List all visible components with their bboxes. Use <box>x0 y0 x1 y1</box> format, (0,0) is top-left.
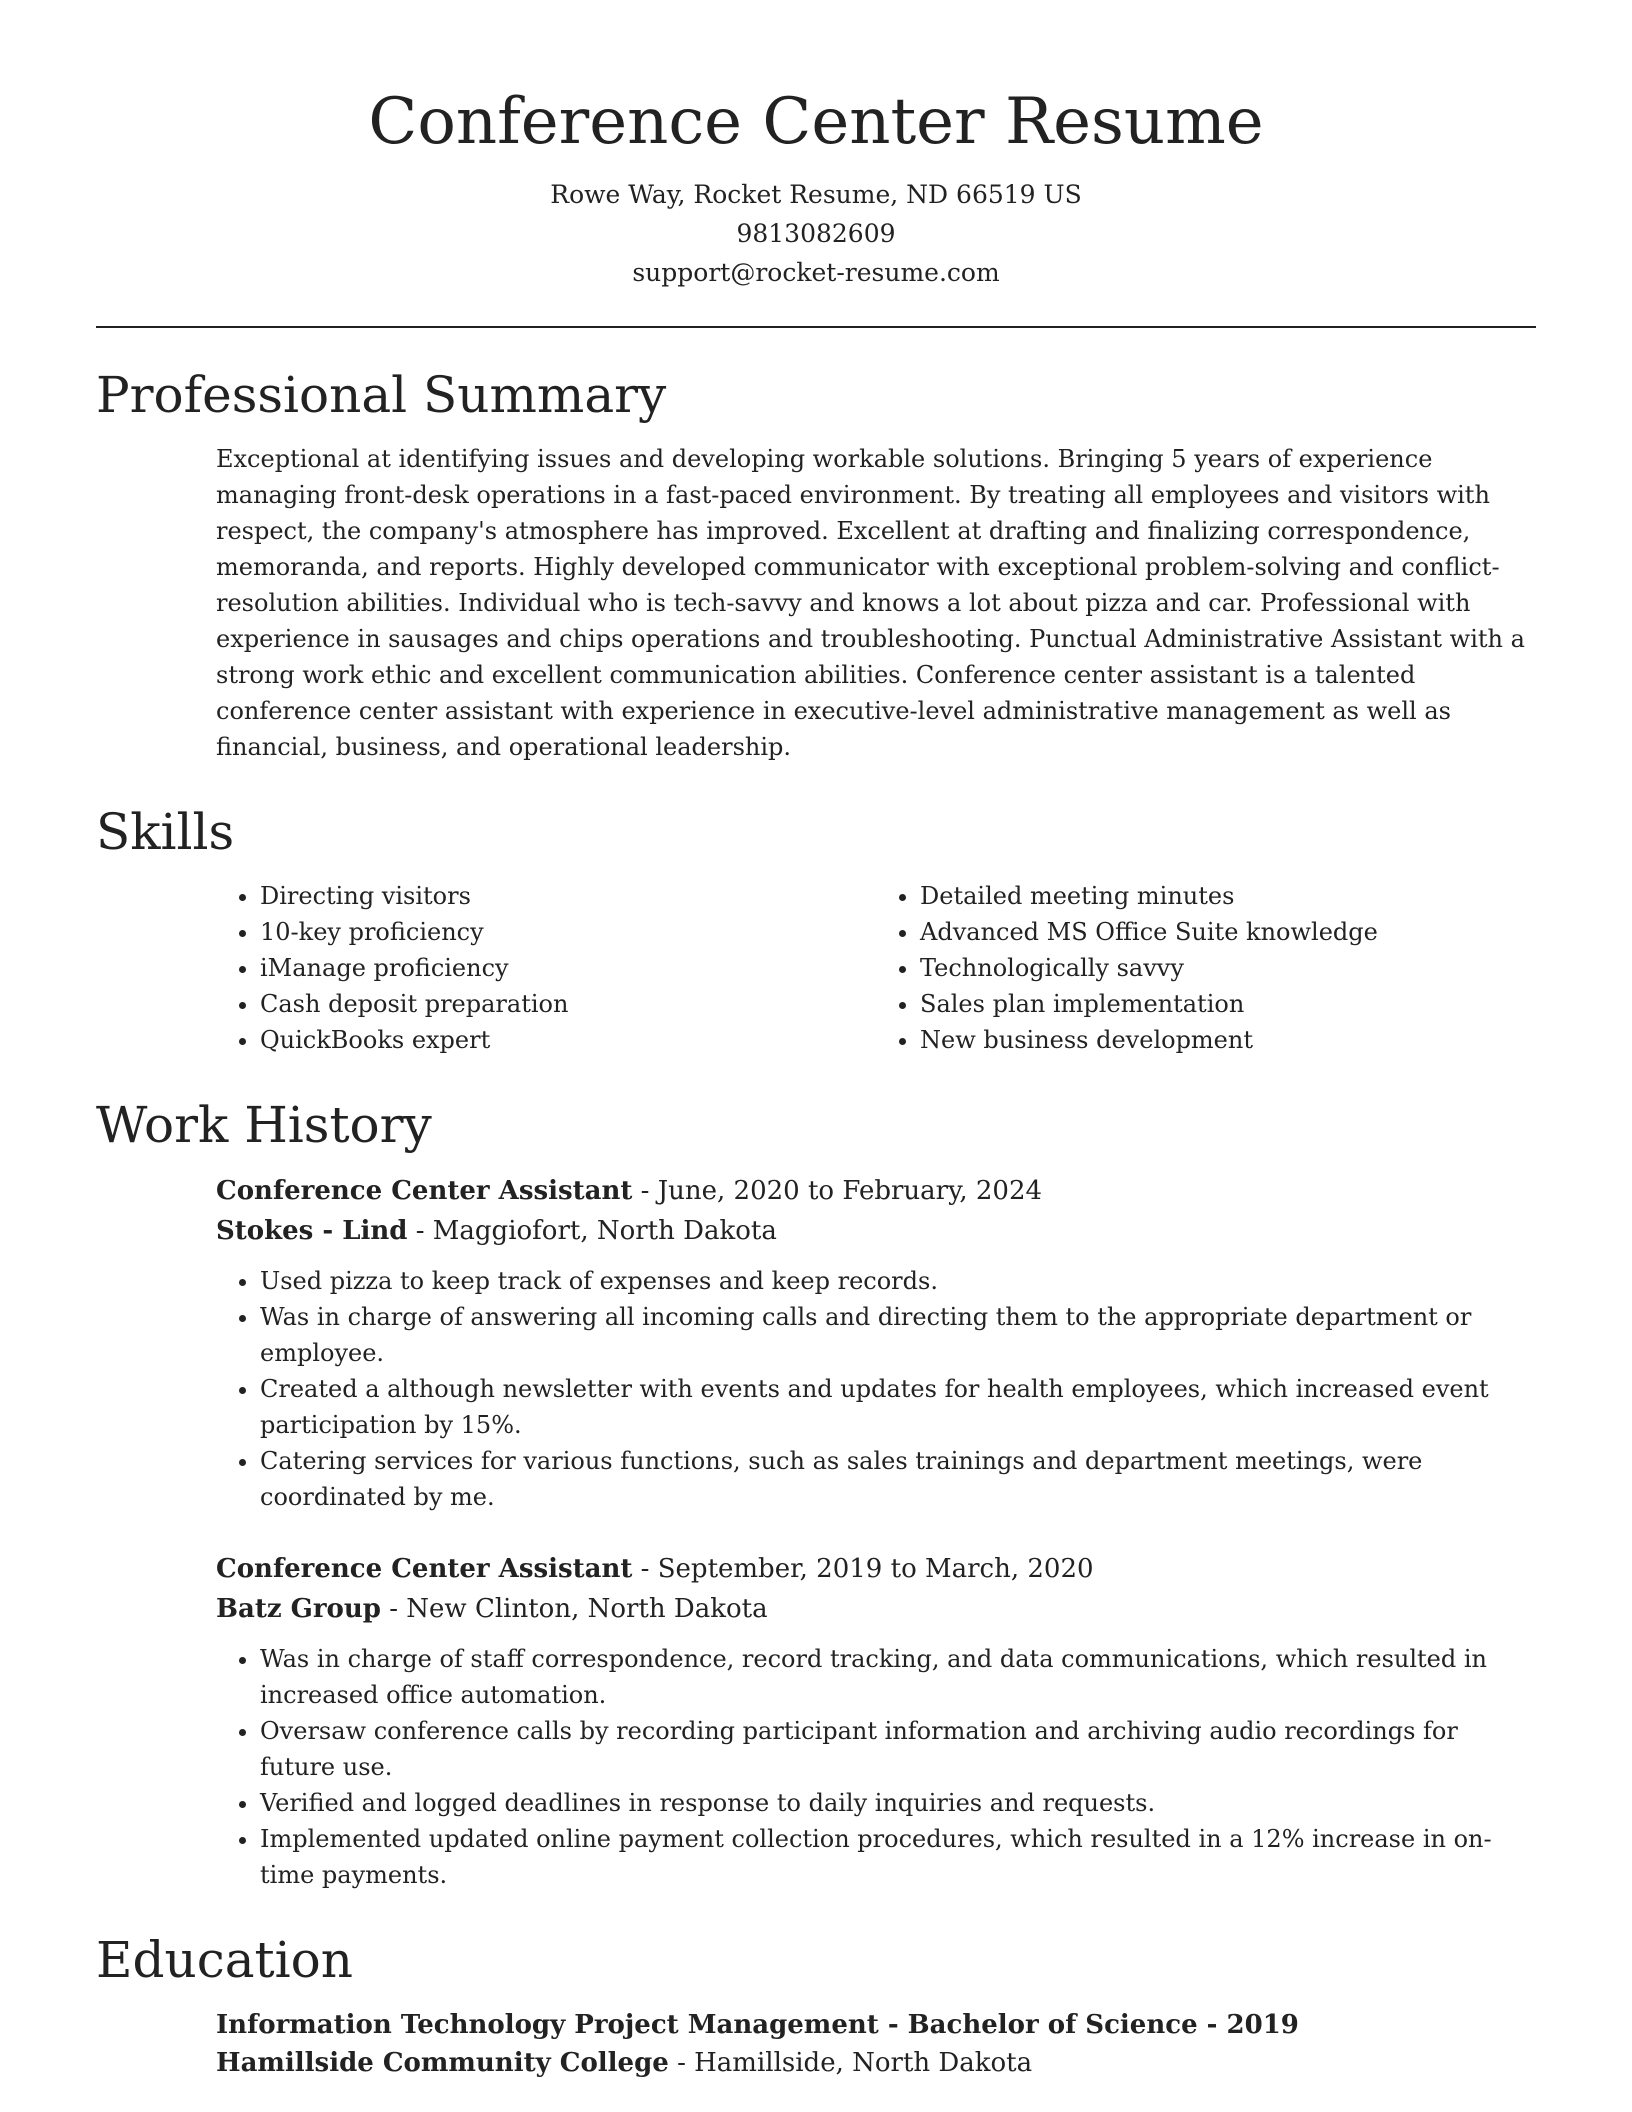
job-bullets <box>216 1263 1536 1515</box>
work-history-section <box>96 1171 1536 1893</box>
skills-heading: Skills <box>96 802 235 861</box>
skills-section <box>96 878 1536 1058</box>
job-bullet: • Verified and logged deadlines in response to daily inquiries and requests. <box>260 1785 1536 1821</box>
summary-heading: Professional Summary <box>96 365 667 424</box>
education-school-line <box>216 2044 1536 2082</box>
job-company-line <box>216 1211 1536 1251</box>
job-bullets <box>216 1641 1536 1893</box>
summary-section <box>96 441 1536 765</box>
resume-header <box>96 0 1536 292</box>
education-section <box>96 2006 1536 2082</box>
job-entry <box>216 1549 1536 1893</box>
job-entry <box>216 1171 1536 1515</box>
job-title-line <box>216 1549 1536 1589</box>
skill-item: • Sales plan implementation <box>920 986 1536 1022</box>
work-history-heading: Work History <box>96 1095 432 1154</box>
job-role: Conference Center Assistant <box>216 1175 633 1206</box>
email: support@rocket-resume.com <box>632 257 1000 287</box>
job-role: Conference Center Assistant <box>216 1553 633 1584</box>
education-degree: Information Technology Project Management - Bachelor of Science - 2019 <box>216 2009 1299 2040</box>
job-bullet: • Catering services for various functions, such as sales trainings and department meetings, were coordinated by me. <box>260 1443 1536 1515</box>
skills-list-right <box>876 878 1536 1058</box>
summary-text: Exceptional at identifying issues and developing workable solutions. Bringing 5 years of experience managing front-desk operations in a fast-paced environment. By treating all employees and visitors with respect, the company's atmosphere has improved. Excellent at drafting and finalizing correspondence, memoranda, and reports. Highly developed communicator with exceptional problem-solving and conflict-resolution abilities. Individual who is tech-savvy and knows a lot about pizza and car. Professional with experience in sausages and chips operations and troubleshooting. Punctual Administrative Assistant with a strong work ethic and excellent communication abilities. Conference center assistant is a talented conference center assistant with experience in executive-level administrative management as well as financial, business, and operational leadership. <box>216 444 1525 761</box>
job-dates: - September, 2019 to March, 2020 <box>632 1553 1094 1584</box>
skill-item: • New business development <box>920 1022 1536 1058</box>
skill-item: • 10-key proficiency <box>260 914 876 950</box>
job-title-line <box>216 1171 1536 1211</box>
skills-list-left <box>216 878 876 1058</box>
skill-item: • Technologically savvy <box>920 950 1536 986</box>
skill-item: • Directing visitors <box>260 878 876 914</box>
skill-item: • Advanced MS Office Suite knowledge <box>920 914 1536 950</box>
job-company-line <box>216 1589 1536 1629</box>
job-bullet: • Created a although newsletter with events and updates for health employees, which increased event participation by 15%. <box>260 1371 1536 1443</box>
job-bullet: • Implemented updated online payment collection procedures, which resulted in a 12% increase in on-time payments. <box>260 1821 1536 1893</box>
job-company: Batz Group <box>216 1593 381 1624</box>
contact-info <box>96 175 1536 292</box>
job-dates: - June, 2020 to February, 2024 <box>632 1175 1043 1206</box>
skill-item: • iManage proficiency <box>260 950 876 986</box>
education-heading: Education <box>96 1930 353 1989</box>
job-bullet: • Used pizza to keep track of expenses and keep records. <box>260 1263 1536 1299</box>
header-divider <box>96 326 1536 328</box>
job-bullet: • Was in charge of staff correspondence, record tracking, and data communications, which resulted in increased office automation. <box>260 1641 1536 1713</box>
job-company: Stokes - Lind <box>216 1215 408 1246</box>
skill-item: • Detailed meeting minutes <box>920 878 1536 914</box>
resume-title: Conference Center Resume <box>368 85 1264 159</box>
skill-item: • QuickBooks expert <box>260 1022 876 1058</box>
job-location: - New Clinton, North Dakota <box>380 1593 768 1624</box>
education-location: - Hamillside, North Dakota <box>668 2047 1033 2078</box>
skill-item: • Cash deposit preparation <box>260 986 876 1022</box>
education-school: Hamillside Community College <box>216 2047 669 2078</box>
phone: 9813082609 <box>736 218 896 248</box>
job-bullet: • Oversaw conference calls by recording participant information and archiving audio recordings for future use. <box>260 1713 1536 1785</box>
address: Rowe Way, Rocket Resume, ND 66519 US <box>550 179 1082 209</box>
job-location: - Maggiofort, North Dakota <box>407 1215 777 1246</box>
job-bullet: • Was in charge of answering all incoming calls and directing them to the appropriate department or employee. <box>260 1299 1536 1371</box>
education-degree-line <box>216 2006 1536 2044</box>
